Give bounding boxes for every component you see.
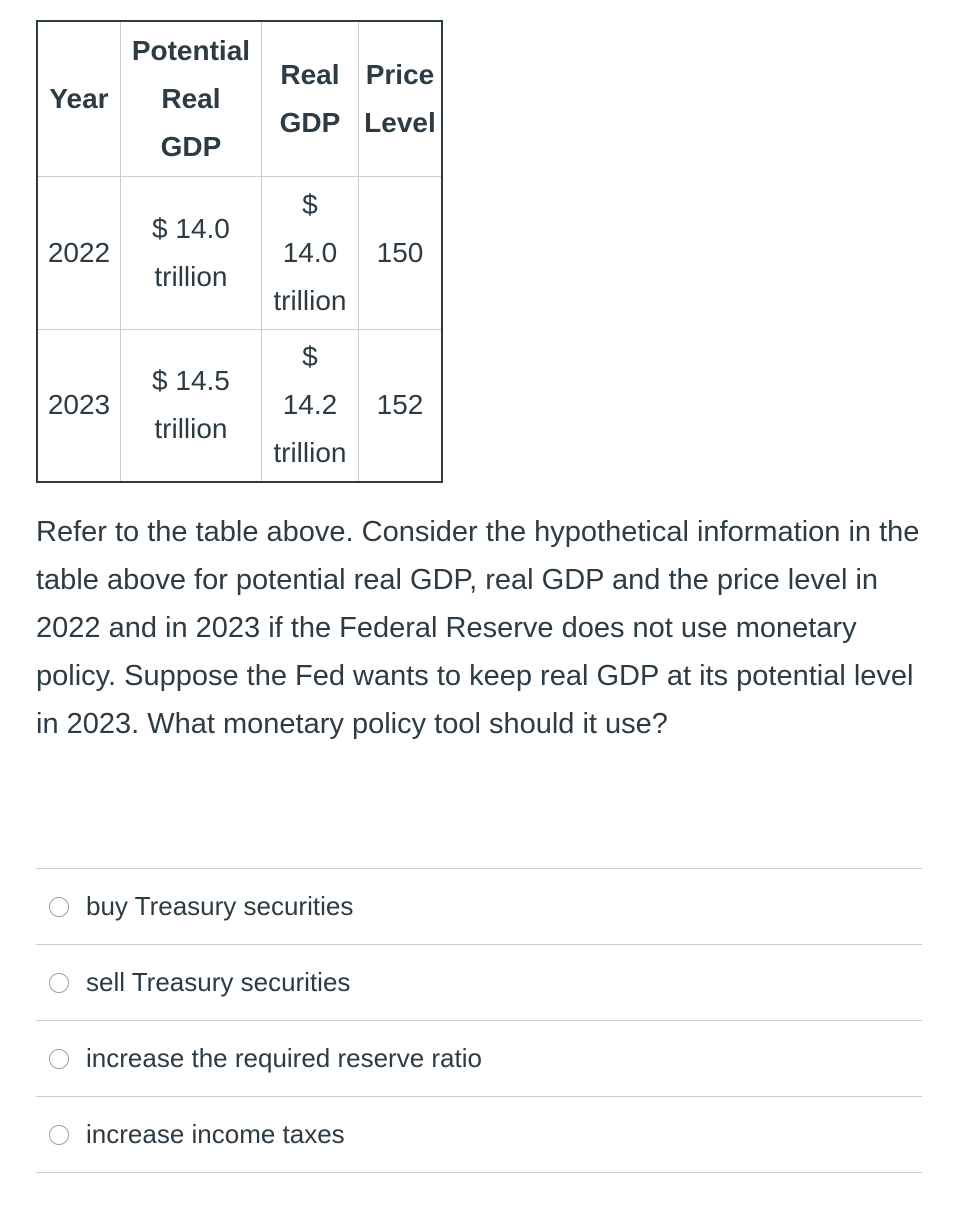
- cell-line: 14.2: [282, 389, 338, 421]
- header-real-gdp: [261, 21, 358, 176]
- cell-price-level: [358, 329, 442, 482]
- radio-button[interactable]: [49, 1125, 69, 1145]
- cell-line: trillion: [154, 413, 228, 445]
- cell-line: $: [302, 341, 318, 373]
- radio-button[interactable]: [49, 897, 69, 917]
- year-value: 2022: [47, 236, 111, 268]
- cell-line: trillion: [154, 260, 228, 292]
- answer-label: increase the required reserve ratio: [86, 1043, 482, 1073]
- radio-button[interactable]: [49, 973, 69, 993]
- cell-real-gdp: [261, 176, 358, 329]
- header-price-level: [358, 21, 442, 176]
- cell-line: 14.0: [282, 236, 338, 268]
- cell-line: $: [302, 188, 318, 220]
- answer-list: [36, 868, 922, 1173]
- cell-line: trillion: [273, 437, 347, 469]
- answer-option-buy-treasury[interactable]: [36, 869, 922, 945]
- answer-label: sell Treasury securities: [86, 967, 351, 997]
- cell-potential-real-gdp: [121, 329, 262, 482]
- header-line: GDP: [160, 130, 222, 162]
- price-level-value: 150: [376, 236, 424, 268]
- header-potential-real-gdp: [121, 21, 262, 176]
- table-row: [37, 176, 442, 329]
- cell-year: [37, 329, 121, 482]
- answer-option-increase-reserve-ratio[interactable]: [36, 1021, 922, 1097]
- header-year: [37, 21, 121, 176]
- answer-option-increase-income-taxes[interactable]: [36, 1097, 922, 1173]
- data-table: [36, 20, 443, 483]
- cell-real-gdp: [261, 329, 358, 482]
- answer-label: increase income taxes: [86, 1119, 345, 1149]
- cell-line: $ 14.0: [152, 212, 230, 244]
- table-row: [37, 329, 442, 482]
- header-line: Level: [364, 106, 436, 138]
- header-line: Price: [365, 58, 435, 90]
- header-line: Real: [280, 58, 340, 90]
- year-value: 2023: [47, 389, 111, 421]
- header-line: Potential: [131, 34, 251, 66]
- answer-option-sell-treasury[interactable]: [36, 945, 922, 1021]
- radio-button[interactable]: [49, 1049, 69, 1069]
- cell-year: [37, 176, 121, 329]
- header-line: GDP: [279, 106, 341, 138]
- cell-price-level: [358, 176, 442, 329]
- table-header-row: [37, 21, 442, 176]
- header-line: Real: [161, 82, 221, 114]
- cell-line: trillion: [273, 284, 347, 316]
- answer-label: buy Treasury securities: [86, 891, 354, 921]
- question-text: Refer to the table above. Consider the hypothetical information in the table above for potential real GDP, real GDP and the price level in 2022 and in 2023 if the Federal Reserve does not use monetary policy. Suppose the Fed wants to keep real GDP at its potential level in 2023. What monetary policy tool should it use?: [36, 516, 920, 740]
- cell-line: $ 14.5: [152, 365, 230, 397]
- header-year-label: Year: [49, 82, 109, 114]
- cell-potential-real-gdp: [121, 176, 262, 329]
- price-level-value: 152: [376, 389, 424, 421]
